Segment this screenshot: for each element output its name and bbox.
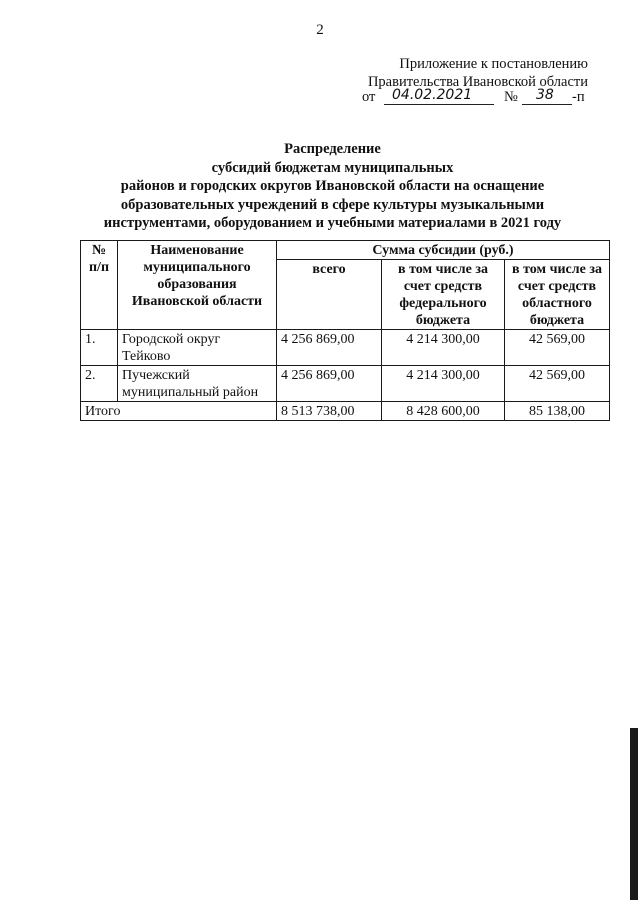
page-number: 2 <box>316 22 324 38</box>
totals-row <box>81 402 610 421</box>
document-title <box>70 140 595 233</box>
totals-label: Итого <box>81 402 277 421</box>
row-name: Пучежский муниципальный район <box>118 366 277 402</box>
totals-federal: 8 428 600,00 <box>382 402 505 421</box>
date-underline <box>384 104 494 105</box>
header-name: Наименование муниципального образования Ивановской области <box>118 241 277 330</box>
header-federal: в том числе за счет средств федерального бюджета <box>382 260 505 330</box>
header-total: всего <box>277 260 382 330</box>
decree-reference <box>362 89 592 109</box>
number-suffix: -п <box>572 89 585 105</box>
row-regional: 42 569,00 <box>505 330 610 366</box>
row-number: 2. <box>81 366 118 402</box>
row-name: Городской округ Тейково <box>118 330 277 366</box>
from-label: от <box>362 89 376 105</box>
number-label: № <box>504 89 518 105</box>
scan-margin-edge <box>630 728 638 900</box>
row-total: 4 256 869,00 <box>277 366 382 402</box>
title-line-1: Распределение <box>284 141 381 157</box>
header-row-1 <box>81 241 610 260</box>
decree-date: 04.02.2021 <box>392 87 473 103</box>
title-line-2: субсидий бюджетам муниципальных <box>211 159 454 176</box>
row-regional: 42 569,00 <box>505 366 610 402</box>
table-row <box>81 330 610 366</box>
decree-number: 38 <box>536 87 554 103</box>
table-row <box>81 366 610 402</box>
number-underline <box>522 104 572 105</box>
header-sum: Сумма субсидии (руб.) <box>277 241 610 260</box>
row-total: 4 256 869,00 <box>277 330 382 366</box>
totals-regional: 85 138,00 <box>505 402 610 421</box>
appendix-header <box>330 55 588 91</box>
title-line-4: образовательных учреждений в сфере культуры музыкальными <box>120 196 545 213</box>
header-number: № п/п <box>81 241 118 330</box>
row-federal: 4 214 300,00 <box>382 366 505 402</box>
appendix-line-1: Приложение к постановлению <box>399 56 588 72</box>
row-federal: 4 214 300,00 <box>382 330 505 366</box>
title-line-3: районов и городских округов Ивановской области на оснащение <box>120 178 545 195</box>
subsidy-table <box>80 240 610 421</box>
appendix-line-2: Правительства Ивановской области <box>367 74 588 90</box>
totals-total: 8 513 738,00 <box>277 402 382 421</box>
title-line-5: инструментами, оборудованием и учебными материалами в 2021 году <box>103 215 562 232</box>
row-number: 1. <box>81 330 118 366</box>
header-regional: в том числе за счет средств областного бюджета <box>505 260 610 330</box>
